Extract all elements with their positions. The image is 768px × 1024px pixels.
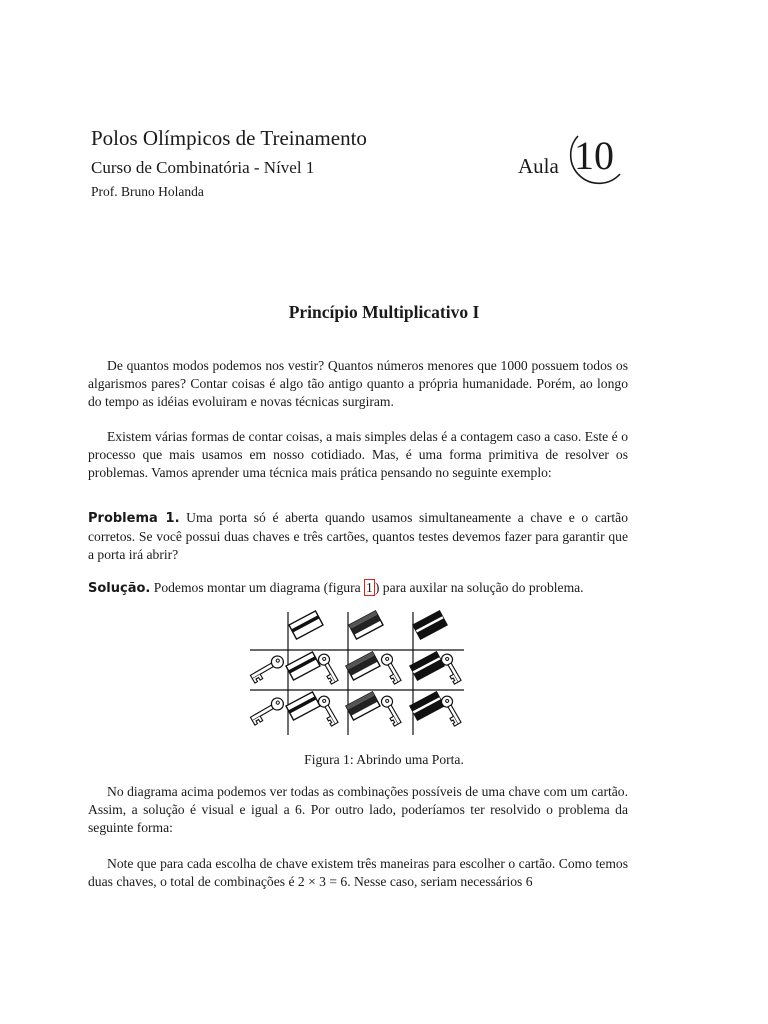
lesson-title: Princípio Multiplicativo I	[288, 302, 480, 322]
problem-label: Problema 1.	[88, 511, 180, 526]
problem-text: Uma porta só é aberta quando usamos simultaneamente a chave e o cartão corretos. Se você possui duas chaves e três cartões, quantos testes devemos fazer para garantir que a porta irá abrir?	[88, 510, 629, 562]
aula-number: 10	[574, 133, 614, 178]
solution-label: Solução.	[88, 581, 151, 596]
combo-card3-key1-key-icon	[439, 652, 464, 684]
card-black-icon	[413, 611, 447, 639]
solution-text-after: ) para auxilar na solução do problema.	[374, 580, 584, 595]
combo-card2-key1-key-icon	[379, 652, 404, 684]
problem-1	[88, 509, 628, 564]
document-title: Polos Olímpicos de Treinamento	[91, 126, 367, 150]
key-2-icon	[248, 696, 286, 725]
professor-name: Prof. Bruno Holanda	[91, 184, 204, 199]
paragraph-intro: De quantos modos podemos nos vestir? Quantos números menores que 1000 possuem todos os algarismos pares? Contar coisas é algo tão antigo quanto a própria humanidade. Porém, ao longo do tempo as idéias evoluiram e novas técnicas surgiram.	[88, 358, 628, 409]
key-1-icon	[248, 654, 286, 683]
aula-badge	[562, 128, 626, 192]
figure-diagram	[248, 608, 466, 738]
card-striped-icon	[289, 611, 323, 639]
course-name: Curso de Combinatória - Nível 1	[91, 158, 315, 177]
combo-card1-key1-key-icon	[316, 652, 341, 684]
combo-card3-key2-key-icon	[439, 694, 464, 726]
figure-reference-link[interactable]: 1	[366, 580, 373, 595]
solution-text-before: Podemos montar um diagrama (figura	[153, 580, 361, 595]
paragraph-multiplication: Note que para cada escolha de chave existem três maneiras para escolher o cartão. Como temos duas chaves, o total de combinações é 2 × 3 = 6. Nesse caso, seriam necessários 6	[88, 856, 628, 889]
paragraph-diagram-explanation: No diagrama acima podemos ver todas as combinações possíveis de uma chave com um cartão. Assim, a solução é visual e igual a 6. Por outro lado, poderíamos ter resolvido o problema da seguinte forma:	[88, 784, 628, 835]
solution	[88, 579, 628, 598]
combo-card2-key1-card-icon	[346, 652, 380, 680]
paragraph-counting: Existem várias formas de contar coisas, a mais simples delas é a contagem caso a caso. Este é o processo que mais usamos em nosso cotidiado. Mas, é uma forma primitiva de resolver os problemas. Vamos aprender uma técnica mais prática pensando no seguinte exemplo:	[88, 429, 628, 480]
figure-caption: Figura 1: Abrindo uma Porta.	[304, 752, 464, 767]
combo-card2-key2-key-icon	[379, 694, 404, 726]
combo-card3-key2-card-icon	[410, 692, 444, 720]
combo-card3-key1-card-icon	[410, 652, 444, 680]
combo-card2-key2-card-icon	[346, 692, 380, 720]
card-dark-band-icon	[349, 611, 383, 639]
aula-label: Aula	[518, 154, 559, 178]
combo-card1-key2-card-icon	[286, 692, 320, 720]
combo-card1-key1-card-icon	[286, 652, 320, 680]
combo-card1-key2-key-icon	[316, 694, 341, 726]
